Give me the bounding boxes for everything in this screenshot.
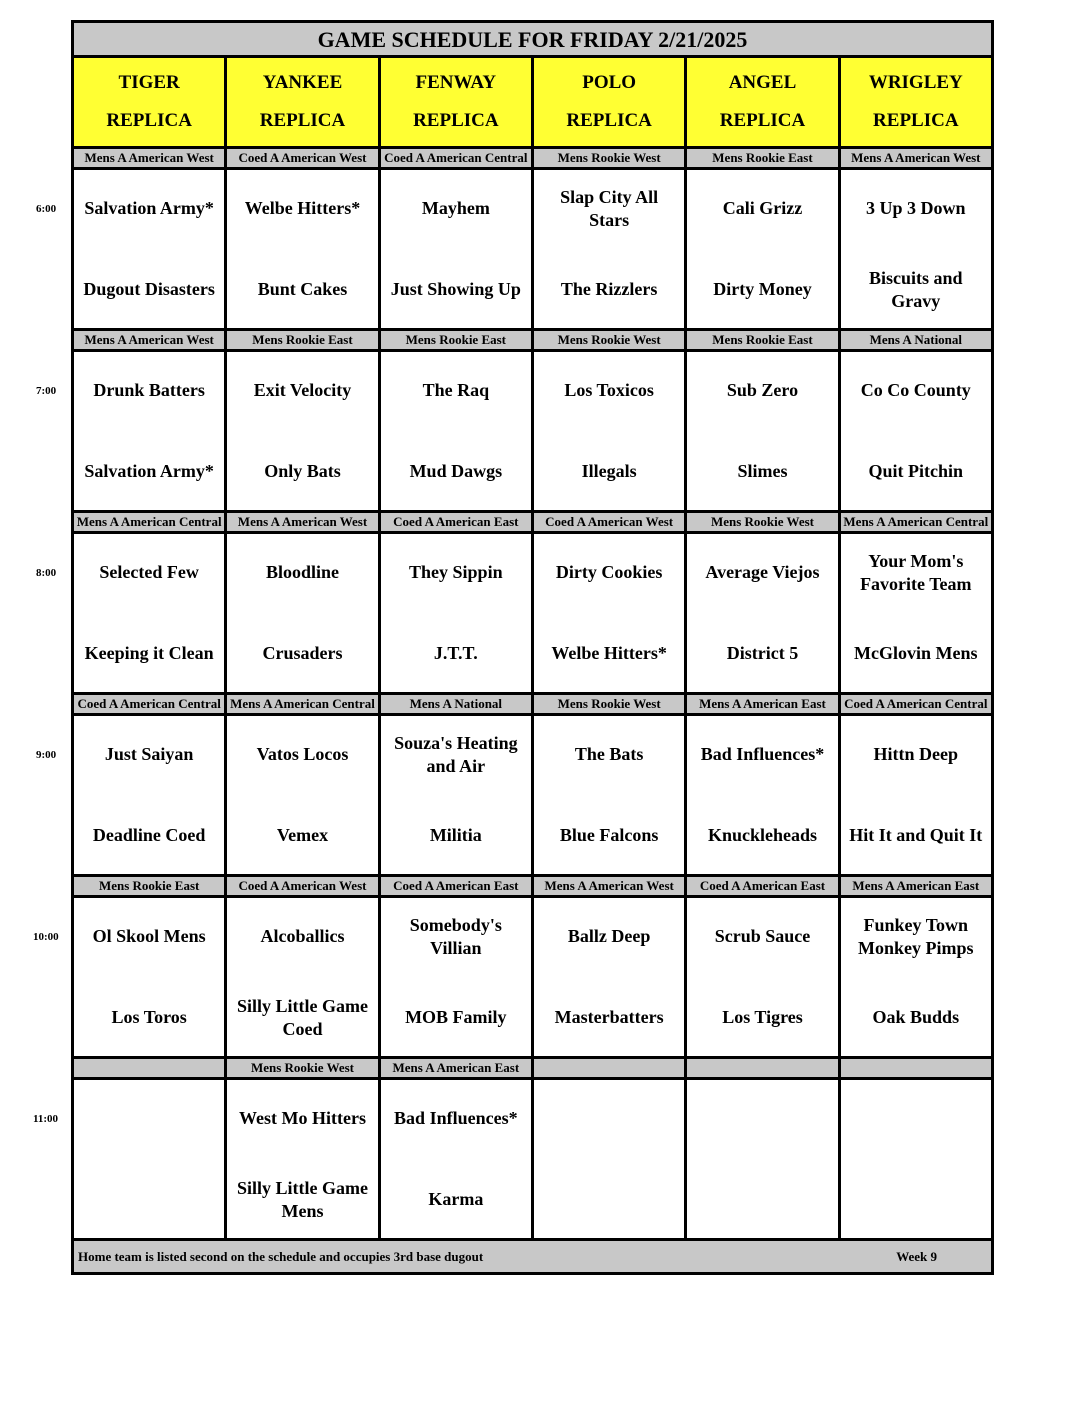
division-label: Coed A American West — [227, 877, 380, 895]
division-label: Mens Rookie East — [74, 877, 227, 895]
game-cell — [227, 170, 380, 328]
away-team: Bad Influences* — [394, 1108, 518, 1128]
field-header-fenway — [381, 58, 534, 146]
game-cell — [74, 534, 227, 692]
division-label: Coed A American Central — [844, 696, 988, 711]
field-name: YANKEE — [262, 72, 343, 93]
game-slot-row — [74, 898, 991, 1059]
field-name: FENWAY — [415, 72, 497, 93]
field-type: REPLICA — [719, 110, 806, 131]
game-cell — [381, 352, 534, 510]
away-team: The Raq — [422, 380, 490, 400]
division-label: Mens A American Central — [843, 514, 989, 529]
game-cell — [74, 898, 227, 1056]
game-cell — [687, 170, 840, 328]
away-team: Funkey Town Monkey Pimps — [858, 914, 974, 958]
time-slots — [74, 149, 991, 1241]
game-cell — [534, 534, 687, 692]
home-team: Dugout Disasters — [83, 279, 215, 299]
division-label: Mens A American East — [852, 878, 980, 893]
away-team: Bloodline — [265, 562, 339, 582]
home-team: McGlovin Mens — [854, 643, 978, 663]
away-team: Selected Few — [99, 562, 199, 582]
game-cell — [74, 1080, 227, 1238]
division-label: Mens Rookie East — [381, 331, 534, 349]
division-row — [74, 1059, 991, 1080]
field-header-row — [74, 58, 991, 149]
game-cell — [227, 716, 380, 874]
game-cell — [381, 898, 534, 1056]
game-cell — [534, 170, 687, 328]
time-label: 11:00 — [33, 1113, 59, 1125]
division-row — [74, 513, 991, 534]
division-label: Mens A American West — [74, 149, 227, 167]
division-label: Mens Rookie West — [534, 149, 687, 167]
away-team: Alcoballics — [260, 926, 345, 946]
field-name: WRIGLEY — [868, 72, 963, 93]
game-slot-row — [74, 170, 991, 331]
home-team: Masterbatters — [554, 1007, 664, 1027]
game-cell — [227, 352, 380, 510]
home-team: MOB Family — [405, 1007, 507, 1027]
game-cell — [687, 716, 840, 874]
game-cell — [841, 352, 991, 510]
game-cell — [687, 898, 840, 1056]
away-team: Salvation Army* — [84, 198, 214, 218]
home-team: Oak Budds — [872, 1007, 960, 1027]
home-team: Hit It and Quit It — [849, 825, 983, 845]
division-row — [74, 149, 991, 170]
away-team — [841, 1080, 991, 1157]
field-name: POLO — [582, 72, 637, 93]
division-label — [74, 1059, 227, 1077]
game-cell — [534, 716, 687, 874]
division-label: Mens A American East — [381, 1059, 534, 1077]
game-slot-row — [74, 534, 991, 695]
game-cell — [687, 352, 840, 510]
division-label: Mens A American West — [534, 877, 687, 895]
time-label: 7:00 — [36, 385, 57, 397]
home-team: Knuckleheads — [707, 825, 817, 845]
away-team: West Mo Hitters — [239, 1108, 366, 1128]
home-team — [841, 1157, 991, 1238]
field-header-wrigley — [841, 58, 991, 146]
home-team: Salvation Army* — [84, 461, 214, 481]
division-label: Mens A American West — [227, 513, 380, 531]
away-team: Just Saiyan — [104, 744, 194, 764]
away-team: Mayhem — [421, 198, 490, 218]
home-team: Los Toros — [111, 1007, 187, 1027]
home-team — [687, 1157, 837, 1238]
home-team: Silly Little Game Coed — [237, 995, 368, 1039]
game-cell — [381, 1080, 534, 1238]
home-team: Quit Pitchin — [868, 461, 964, 481]
division-label: Coed A American East — [687, 877, 840, 895]
game-cell — [534, 352, 687, 510]
game-cell — [74, 170, 227, 328]
division-label — [534, 1059, 687, 1077]
home-team: Deadline Coed — [92, 825, 206, 845]
field-type: REPLICA — [106, 110, 192, 131]
time-label: 6:00 — [36, 203, 57, 215]
away-team — [74, 1080, 224, 1157]
field-header-tiger — [74, 58, 227, 146]
away-team: Sub Zero — [726, 380, 799, 400]
away-team: Somebody's Villian — [409, 914, 502, 958]
division-label: Mens Rookie East — [687, 149, 840, 167]
away-team: Cali Grizz — [722, 198, 803, 218]
home-team: J.T.T. — [433, 643, 478, 663]
game-cell — [841, 170, 991, 328]
home-team: Los Tigres — [722, 1007, 803, 1027]
away-team: Exit Velocity — [253, 380, 352, 400]
game-cell — [227, 534, 380, 692]
home-team: Welbe Hitters* — [551, 643, 667, 663]
division-label: Coed A American Central — [74, 695, 227, 713]
game-cell — [74, 352, 227, 510]
away-team: Dirty Cookies — [555, 562, 663, 582]
division-label: Mens A American East — [687, 695, 840, 713]
away-team: Your Mom's Favorite Team — [860, 550, 972, 594]
home-team: Dirty Money — [713, 279, 812, 299]
home-team: Crusaders — [262, 643, 343, 663]
division-label — [841, 1059, 991, 1077]
time-label: 10:00 — [33, 931, 59, 943]
game-cell — [381, 534, 534, 692]
away-team: Welbe Hitters* — [244, 198, 361, 218]
schedule-table — [71, 20, 994, 1275]
away-team: Slap City All Stars — [560, 186, 659, 230]
home-team: Illegals — [581, 461, 637, 481]
division-label: Mens A National — [381, 695, 534, 713]
home-team: Karma — [428, 1189, 484, 1209]
home-team — [74, 1157, 224, 1238]
field-name: TIGER — [118, 72, 180, 93]
division-label: Mens Rookie East — [687, 331, 840, 349]
game-cell — [74, 716, 227, 874]
division-label: Mens Rookie West — [534, 695, 687, 713]
home-team: Bunt Cakes — [257, 279, 348, 299]
field-type: REPLICA — [566, 110, 652, 131]
game-cell — [841, 898, 991, 1056]
field-header-polo — [534, 58, 687, 146]
away-team: Average Viejos — [705, 562, 820, 582]
home-team: Mud Dawgs — [409, 461, 503, 481]
game-cell — [534, 898, 687, 1056]
away-team — [534, 1080, 684, 1157]
away-team: Bad Influences* — [700, 744, 825, 764]
away-team — [687, 1080, 837, 1157]
field-name: ANGEL — [728, 72, 797, 93]
away-team: 3 Up 3 Down — [866, 198, 966, 218]
away-team: The Bats — [574, 744, 644, 764]
home-team: Vemex — [276, 825, 329, 845]
division-label: Mens A American Central — [74, 513, 227, 531]
division-label: Coed A American East — [381, 513, 534, 531]
division-row — [74, 877, 991, 898]
game-cell — [381, 716, 534, 874]
time-label: 9:00 — [36, 749, 57, 761]
division-label: Mens A American West — [851, 150, 981, 165]
away-team: Hittn Deep — [873, 744, 959, 764]
game-cell — [841, 1080, 991, 1238]
home-team: Only Bats — [264, 461, 341, 481]
division-row — [74, 331, 991, 352]
home-team: The Rizzlers — [560, 279, 658, 299]
division-label: Mens Rookie East — [227, 331, 380, 349]
field-type: REPLICA — [873, 110, 959, 131]
division-label: Mens A American Central — [227, 695, 380, 713]
home-team: Silly Little Game Mens — [237, 1177, 368, 1221]
home-team: Biscuits and Gravy — [869, 267, 963, 311]
home-team: Just Showing Up — [390, 279, 521, 299]
home-team — [534, 1157, 684, 1238]
division-label: Mens Rookie West — [534, 331, 687, 349]
field-type: REPLICA — [413, 110, 499, 131]
time-label: 8:00 — [36, 567, 57, 579]
home-team: District 5 — [726, 643, 799, 663]
away-team: They Sippin — [409, 562, 503, 582]
game-cell — [227, 898, 380, 1056]
away-team: Vatos Locos — [256, 744, 349, 764]
field-header-angel — [687, 58, 840, 146]
division-label: Mens Rookie West — [687, 513, 840, 531]
division-row — [74, 695, 991, 716]
division-label: Mens A National — [869, 332, 963, 347]
game-cell — [841, 534, 991, 692]
away-team: Ballz Deep — [567, 926, 651, 946]
week-label: Week 9 — [896, 1248, 937, 1264]
away-team: Souza's Heating and Air — [394, 732, 518, 776]
division-label: Mens A American West — [74, 331, 227, 349]
game-slot-row — [74, 1080, 991, 1241]
game-slot-row — [74, 716, 991, 877]
home-team: Keeping it Clean — [84, 643, 214, 663]
game-slot-row — [74, 352, 991, 513]
game-cell — [534, 1080, 687, 1238]
game-cell — [687, 1080, 840, 1238]
away-team: Drunk Batters — [93, 380, 205, 400]
schedule-footer — [74, 1241, 991, 1272]
game-cell — [227, 1080, 380, 1238]
division-label: Coed A American West — [534, 513, 687, 531]
away-team: Ol Skool Mens — [92, 926, 206, 946]
field-header-yankee — [227, 58, 380, 146]
home-team: Blue Falcons — [559, 825, 659, 845]
schedule-title: GAME SCHEDULE FOR FRIDAY 2/21/2025 — [74, 23, 991, 58]
game-cell — [841, 716, 991, 874]
home-team: Slimes — [737, 461, 788, 481]
home-team: Militia — [429, 825, 482, 845]
away-team: Co Co County — [860, 380, 971, 400]
division-label: Coed A American East — [381, 877, 534, 895]
division-label: Coed A American West — [227, 149, 380, 167]
away-team: Scrub Sauce — [714, 926, 811, 946]
field-type: REPLICA — [259, 110, 346, 131]
division-label — [687, 1059, 840, 1077]
division-label: Mens Rookie West — [227, 1059, 380, 1077]
footer-note: Home team is listed second on the schedule and occupies 3rd base dugout — [78, 1248, 484, 1264]
game-cell — [687, 534, 840, 692]
division-label: Coed A American Central — [381, 149, 534, 167]
away-team: Los Toxicos — [564, 380, 654, 400]
game-cell — [381, 170, 534, 328]
